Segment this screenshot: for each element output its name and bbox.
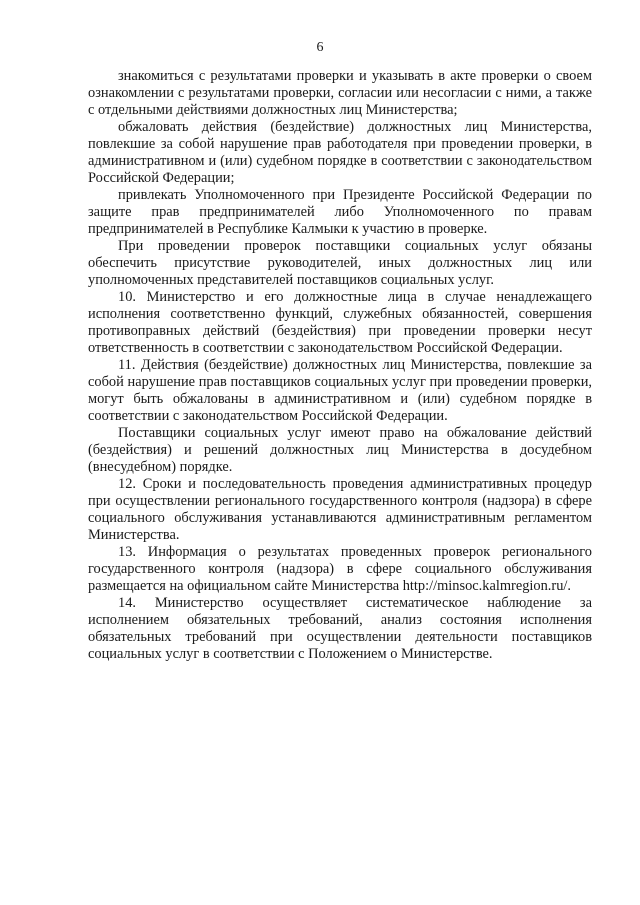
paragraph-ombudsman: привлекать Уполномоченного при Президенте Российской Федерации по защите прав предпринимателей либо Уполномоченного по правам предпринимателей в Республике Калмыки к участию в проверке.: [88, 187, 592, 237]
paragraph-appeal-actions: обжаловать действия (бездействие) должностных лиц Министерства, повлекшие за собой нарушение прав работодателя при проведении проверки, в административном и (или) судебном порядке в соответствии с законодательством Российской Федерации;: [88, 119, 592, 186]
paragraph-pretrial-appeal: Поставщики социальных услуг имеют право на обжалование действий (бездействия) и решений должностных лиц Министерства в досудебном (внесудебном) порядке.: [88, 425, 592, 475]
paragraph-presence-obligation: При проведении проверок поставщики социальных услуг обязаны обеспечить присутствие руководителей, иных должностных лиц или уполномоченных представителей поставщиков социальных услуг.: [88, 238, 592, 288]
page-number: 6: [316, 40, 324, 55]
paragraph-13-information: 13. Информация о результатах проведенных проверок регионального государственного контроля (надзора) в сфере социального обслуживания размещается на официальном сайте Министерства http://minsoc.kalmregion.ru/.: [88, 544, 592, 594]
paragraph-12-procedures: 12. Сроки и последовательность проведения административных процедур при осуществлении регионального государственного контроля (надзора) в сфере социального обслуживания устанавливаются административным регламентом Министерства.: [88, 476, 592, 543]
paragraph-11-appeal: 11. Действия (бездействие) должностных лиц Министерства, повлекшие за собой нарушение прав поставщиков социальных услуг при проведении проверки, могут быть обжалованы в административном и (или) судебном порядке в соответствии с законодательством Российской Федерации.: [88, 357, 592, 424]
document-body: [88, 68, 592, 663]
paragraph-14-monitoring: 14. Министерство осуществляет систематическое наблюдение за исполнением обязательных требований, анализ состояния исполнения обязательных требований при осуществлении деятельности поставщиков социальных услуг в соответствии с Положением о Министерстве.: [88, 595, 592, 662]
paragraph-review-results: знакомиться с результатами проверки и указывать в акте проверки о своем ознакомлении с результатами проверки, согласии или несогласии с ними, а также с отдельными действиями должностных лиц Министерства;: [88, 68, 592, 118]
paragraph-10-liability: 10. Министерство и его должностные лица в случае ненадлежащего исполнения соответственно функций, служебных обязанностей, совершения противоправных действий (бездействия) при проведении проверки несут ответственность в соответствии с законодательством Российской Федерации.: [88, 289, 592, 356]
